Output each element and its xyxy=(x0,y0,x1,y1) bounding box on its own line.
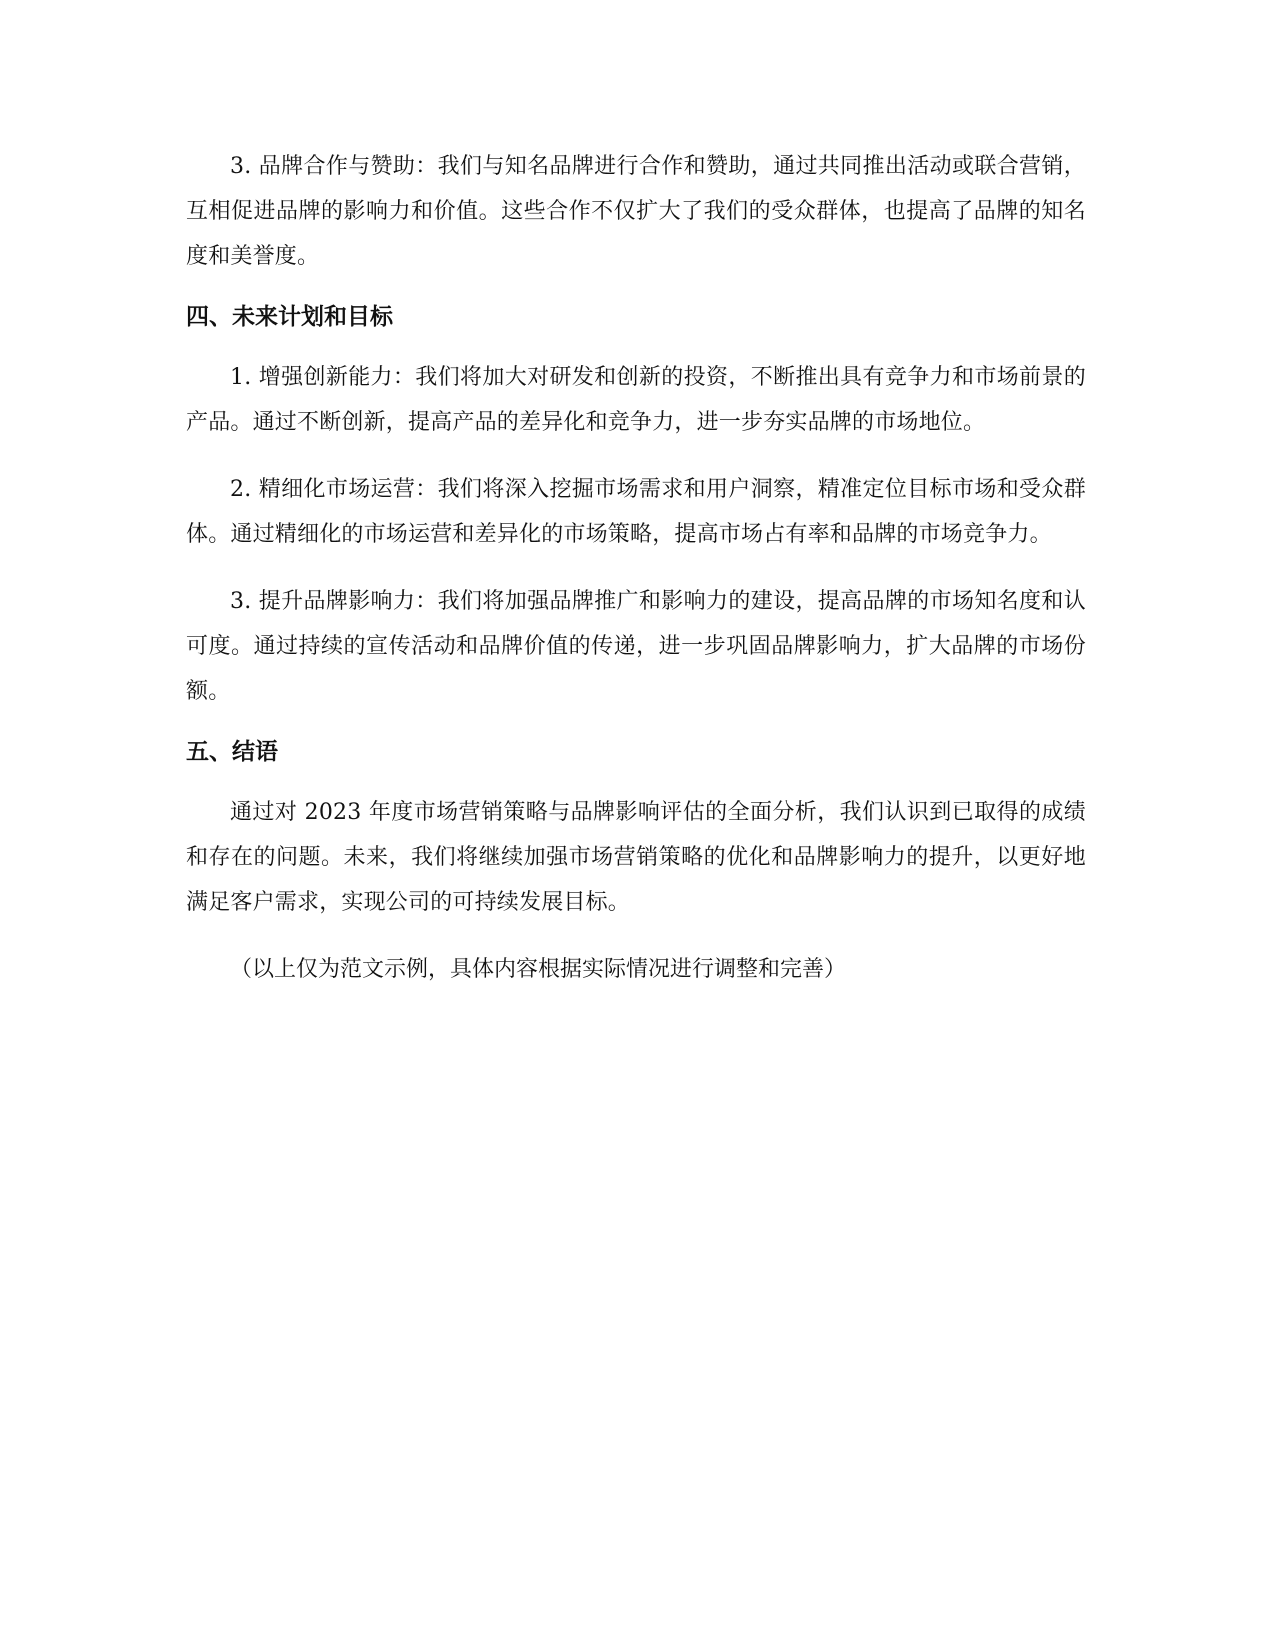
plan-brand-influence-paragraph: 3. 提升品牌影响力：我们将加强品牌推广和影响力的建设，提高品牌的市场知名度和认可度。通过持续的宣传活动和品牌价值的传递，进一步巩固品牌影响力，扩大品牌的市场份额。 xyxy=(186,589,1086,704)
disclaimer-note: （以上仅为范文示例，具体内容根据实际情况进行调整和完善） xyxy=(230,957,847,982)
brand-cooperation-paragraph: 3. 品牌合作与赞助：我们与知名品牌进行合作和赞助，通过共同推出活动或联合营销，互相促进品牌的影响力和价值。这些合作不仅扩大了我们的受众群体，也提高了品牌的知名度和美誉度。 xyxy=(186,154,1086,269)
document-body xyxy=(186,144,1086,992)
section-heading-future-plans: 四、未来计划和目标 xyxy=(186,304,393,330)
plan-innovation-paragraph: 1. 增强创新能力：我们将加大对研发和创新的投资，不断推出具有竞争力和市场前景的产品。通过不断创新，提高产品的差异化和竞争力，进一步夯实品牌的市场地位。 xyxy=(186,365,1086,435)
section-heading-conclusion: 五、结语 xyxy=(186,739,278,765)
plan-market-operation-paragraph: 2. 精细化市场运营：我们将深入挖掘市场需求和用户洞察，精准定位目标市场和受众群体。通过精细化的市场运营和差异化的市场策略，提高市场占有率和品牌的市场竞争力。 xyxy=(186,477,1086,547)
conclusion-paragraph: 通过对 2023 年度市场营销策略与品牌影响评估的全面分析，我们认识到已取得的成绩和存在的问题。未来，我们将继续加强市场营销策略的优化和品牌影响力的提升，以更好地满足客户需求，实现公司的可持续发展目标。 xyxy=(186,800,1086,915)
